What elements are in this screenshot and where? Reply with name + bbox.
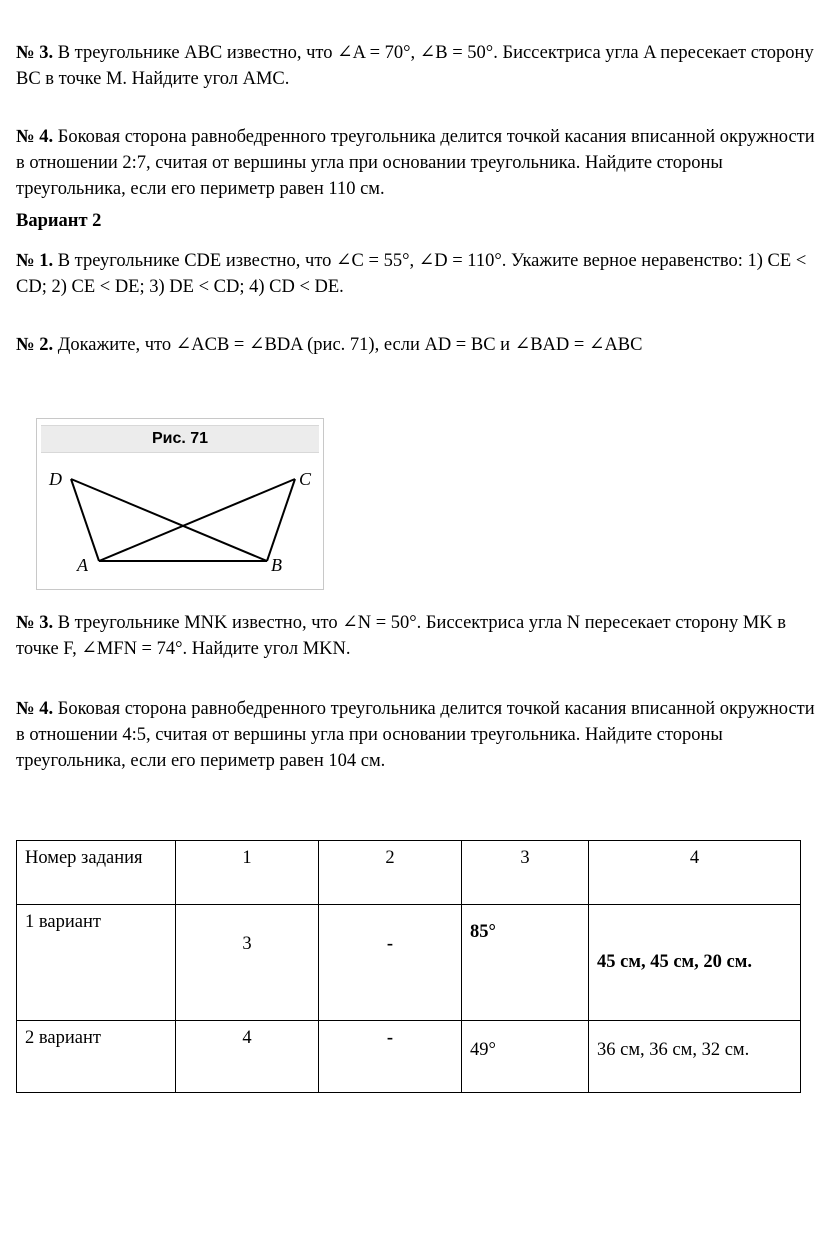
segment-DA — [71, 479, 99, 561]
table-cell: 85° — [462, 905, 589, 1021]
table-cell: 2 — [319, 841, 462, 905]
table-cell: 3 — [176, 905, 319, 1021]
variant-2-title: Вариант 2 — [16, 211, 102, 231]
table-cell: 4 — [589, 841, 801, 905]
figure-71 — [36, 418, 324, 590]
table-cell: - — [319, 905, 462, 1021]
figure-caption: Рис. 71 — [151, 430, 209, 447]
table-cell: 1 — [176, 841, 319, 905]
table-cell: - — [319, 1021, 462, 1093]
table-cell: 36 см, 36 см, 32 см. — [589, 1021, 801, 1093]
answers-table — [16, 840, 801, 1093]
label-D: D — [49, 469, 62, 489]
problem-number: № 1. — [16, 251, 54, 271]
v2-problem-1 — [16, 248, 816, 300]
problem-number: № 3. — [16, 43, 54, 63]
problem-number: № 4. — [16, 699, 54, 719]
table-cell: 49° — [462, 1021, 589, 1093]
problem-number: № 3. — [16, 613, 54, 633]
problem-text: В треугольнике АВС известно, что ∠A = 70°, ∠B = 50°. Биссектриса угла A пересекает сторону ВС в точке М. Найдите угол АМС. — [16, 43, 814, 89]
table-cell: 2 вариант — [17, 1021, 176, 1093]
problem-number: № 4. — [16, 127, 54, 147]
table-cell: 1 вариант — [17, 905, 176, 1021]
v2-problem-2 — [16, 332, 816, 358]
problem-number: № 2. — [16, 335, 54, 355]
v1-problem-3 — [16, 40, 816, 92]
v1-problem-4 — [16, 124, 816, 202]
problem-text: Докажите, что ∠ACB = ∠BDA (рис. 71), если AD = BC и ∠BAD = ∠ABC — [57, 335, 643, 355]
table-row — [17, 1021, 801, 1093]
v2-problem-3 — [16, 610, 816, 662]
segment-CB — [267, 479, 295, 561]
table-cell: 45 см, 45 см, 20 см. — [589, 905, 801, 1021]
v2-problem-4 — [16, 696, 816, 774]
problem-text: В треугольнике CDE известно, что ∠C = 55°, ∠D = 110°. Укажите верное неравенство: 1) CE < CD; 2) CE < DE; 3) DE < CD; 4) CD < DE. — [16, 251, 807, 297]
segment-CA — [99, 479, 295, 561]
problem-text: Боковая сторона равнобедренного треугольника делится точкой касания вписанной окружности в отношении 2:7, считая от вершины угла при основании треугольника. Найдите стороны треугольника, если его периметр равен 110 см. — [16, 127, 815, 199]
table-cell: 3 — [462, 841, 589, 905]
table-cell: 4 — [176, 1021, 319, 1093]
table-cell: Номер задания — [17, 841, 176, 905]
table-header-row — [17, 841, 801, 905]
label-B: B — [271, 555, 282, 575]
segment-DB — [71, 479, 267, 561]
label-C: C — [299, 469, 312, 489]
problem-text: Боковая сторона равнобедренного треугольника делится точкой касания вписанной окружности в отношении 4:5, считая от вершины угла при основании треугольника. Найдите стороны треугольника, если его периметр равен 104 см. — [16, 699, 815, 771]
problem-text: В треугольнике MNK известно, что ∠N = 50°. Биссектриса угла N пересекает сторону MK в точке F, ∠MFN = 74°. Найдите угол MKN. — [16, 613, 787, 659]
label-A: A — [77, 555, 88, 575]
figure-drawing — [37, 419, 325, 591]
table-row — [17, 905, 801, 1021]
